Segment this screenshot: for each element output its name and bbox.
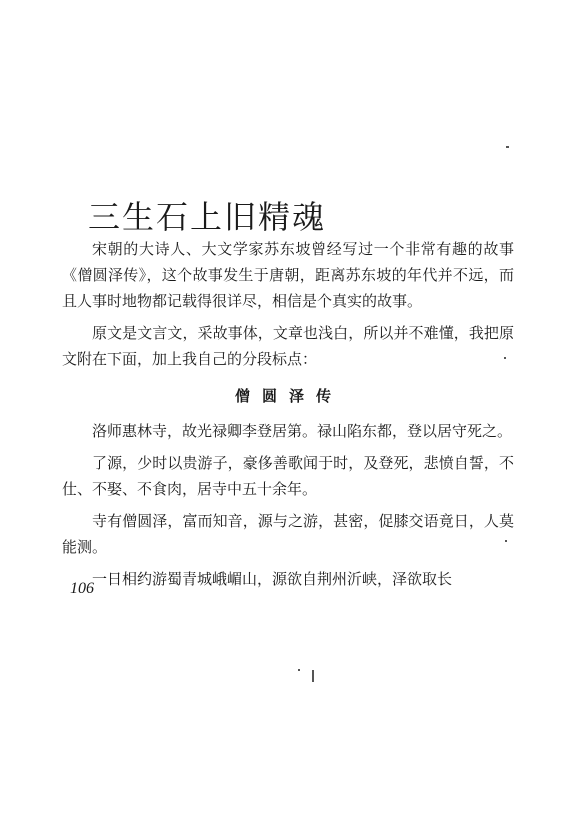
intro-paragraph-2: 原文是文言文，采故事体，文章也浅白，所以并不难懂，我把原文附在下面，加上我自己的分段标点：	[62, 324, 514, 368]
text-paragraph-1: 洛师惠林寺，故光禄卿李登居第。禄山陷东都，登以居守死之。	[92, 422, 513, 440]
section-heading: 僧圆泽传	[234, 387, 343, 405]
text-paragraph-3: 寺有僧圆泽，富而知音，源与之游，甚密，促膝交语竟日，人莫能测。	[62, 512, 514, 556]
page-number: 106	[70, 580, 94, 597]
scan-speck	[505, 540, 507, 542]
text-block	[62, 418, 514, 598]
chapter-title: 三生石上旧精魂	[88, 198, 327, 236]
text-paragraph-2: 了源，少时以贵游子，豪侈善歌闻于时，及登死，悲愤自誓，不仕、不娶、不食肉，居寺中五十余年。	[62, 454, 514, 498]
intro-paragraph-1: 宋朝的大诗人、大文学家苏东坡曾经写过一个非常有趣的故事《僧圆泽传》，这个故事发生于唐朝，距离苏东坡的年代并不远，而且人事时地物都记载得很详尽，相信是个真实的故事。	[62, 240, 514, 310]
scan-speck	[504, 357, 506, 359]
scan-speck	[506, 146, 509, 148]
scan-speck	[298, 669, 300, 671]
intro-block	[62, 236, 514, 378]
scan-mark	[312, 670, 314, 682]
text-paragraph-4: 一日相约游蜀青城峨嵋山，源欲自荆州沂峡，泽欲取长	[92, 570, 453, 588]
